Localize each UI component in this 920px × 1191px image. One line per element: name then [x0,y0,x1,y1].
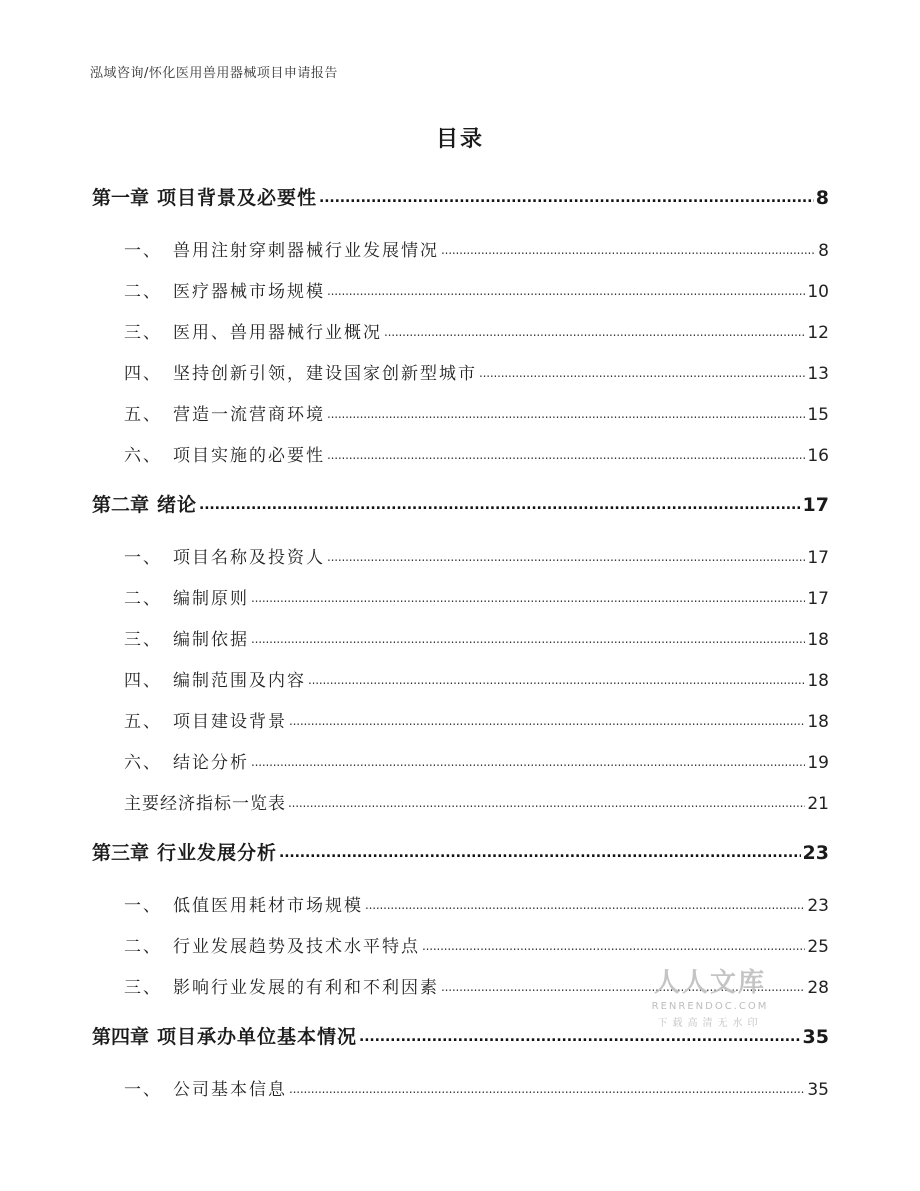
section-number: 四、 [124,671,162,691]
page-number: 8 [815,187,829,209]
dot-leader [199,497,801,513]
page-number: 10 [807,282,829,302]
dot-leader [319,190,814,206]
entry-label: 结论分析 [173,753,249,773]
entry-label: 项目背景及必要性 [157,187,318,209]
dot-leader [422,939,805,953]
toc-section-entry[interactable] [124,932,829,957]
toc-section-entry[interactable] [124,441,829,466]
dot-leader [289,1082,805,1096]
toc-section-entry[interactable] [124,789,829,814]
watermark-logo [645,962,775,1029]
entry-label: 项目实施的必要性 [173,446,325,466]
chapter-number: 第三章 [92,842,150,864]
entry-label: 项目名称及投资人 [173,548,325,568]
page-number: 16 [807,446,829,466]
section-number: 四、 [124,364,162,384]
chapter-number: 第一章 [92,187,150,209]
watermark-subtitle: 下载高清无水印 [657,1018,763,1029]
toc-section-entry[interactable] [124,543,829,568]
section-number: 五、 [124,712,162,732]
page-number: 17 [807,548,829,568]
section-number: 一、 [124,241,162,261]
entry-label: 医疗器械市场规模 [173,282,325,302]
dot-leader [479,366,805,380]
toc-chapter-entry[interactable] [92,838,829,865]
section-number: 三、 [124,323,162,343]
toc-section-entry[interactable] [124,748,829,773]
page-number: 18 [807,671,829,691]
dot-leader [279,845,801,861]
page-number: 17 [802,494,829,516]
page-number: 21 [807,794,829,814]
section-number: 六、 [124,753,162,773]
section-number: 五、 [124,405,162,425]
dot-leader [327,284,805,298]
entry-label: 行业发展趋势及技术水平特点 [173,937,420,957]
page-number: 18 [807,630,829,650]
page-number: 35 [807,1080,829,1100]
page-number: 13 [807,364,829,384]
dot-leader [359,1029,801,1045]
toc-section-entry[interactable] [124,625,829,650]
section-number: 一、 [124,1080,162,1100]
dot-leader [288,796,805,810]
dot-leader [327,407,805,421]
entry-label: 编制范围及内容 [173,671,306,691]
section-number: 一、 [124,548,162,568]
entry-label: 兽用注射穿刺器械行业发展情况 [173,241,439,261]
dot-leader [289,714,805,728]
running-header: 泓域咨询/怀化医用兽用器械项目申请报告 [90,66,338,81]
page-number: 15 [807,405,829,425]
dot-leader [365,898,805,912]
toc-section-entry[interactable] [124,891,829,916]
entry-label: 医用、兽用器械行业概况 [173,323,382,343]
entry-label: 影响行业发展的有利和不利因素 [173,978,439,998]
page-number: 23 [807,896,829,916]
toc-section-entry[interactable] [124,318,829,343]
section-number: 二、 [124,937,162,957]
toc-section-entry[interactable] [124,584,829,609]
entry-label: 主要经济指标一览表 [124,794,286,814]
page-number: 28 [807,978,829,998]
entry-label: 绪论 [157,494,198,516]
page-number: 8 [818,241,829,261]
entry-label: 公司基本信息 [173,1080,287,1100]
section-number: 六、 [124,446,162,466]
watermark-title: 人人文库 [653,968,766,998]
page-number: 12 [807,323,829,343]
toc-section-entry[interactable] [124,359,829,384]
toc-section-entry[interactable] [124,400,829,425]
toc-chapter-entry[interactable] [92,183,829,210]
entry-label: 行业发展分析 [157,842,278,864]
dot-leader [308,673,805,687]
section-number: 三、 [124,630,162,650]
entry-label: 编制依据 [173,630,249,650]
watermark-url: RENRENDOC.COM [651,1001,769,1012]
page-number: 25 [807,937,829,957]
entry-label: 低值医用耗材市场规模 [173,896,363,916]
entry-label: 项目建设背景 [173,712,287,732]
page-title: 目录 [435,127,484,152]
toc-section-entry[interactable] [124,277,829,302]
page-number: 23 [802,842,829,864]
entry-label: 坚持创新引领，建设国家创新型城市 [173,364,477,384]
chapter-number: 第四章 [92,1026,150,1048]
toc-section-entry[interactable] [124,666,829,691]
toc-chapter-entry[interactable] [92,490,829,517]
page-number: 19 [807,753,829,773]
entry-label: 营造一流营商环境 [173,405,325,425]
entry-label: 项目承办单位基本情况 [157,1026,358,1048]
entry-label: 编制原则 [173,589,249,609]
dot-leader [251,632,805,646]
dot-leader [384,325,805,339]
page-number: 18 [807,712,829,732]
page-number: 35 [802,1026,829,1048]
toc-section-entry[interactable] [124,1075,829,1100]
dot-leader [327,448,805,462]
section-number: 一、 [124,896,162,916]
section-number: 三、 [124,978,162,998]
dot-leader [327,550,805,564]
toc-section-entry[interactable] [124,236,829,261]
dot-leader [441,243,816,257]
toc-section-entry[interactable] [124,707,829,732]
dot-leader [251,755,805,769]
dot-leader [251,591,805,605]
chapter-number: 第二章 [92,494,150,516]
page-number: 17 [807,589,829,609]
section-number: 二、 [124,589,162,609]
section-number: 二、 [124,282,162,302]
